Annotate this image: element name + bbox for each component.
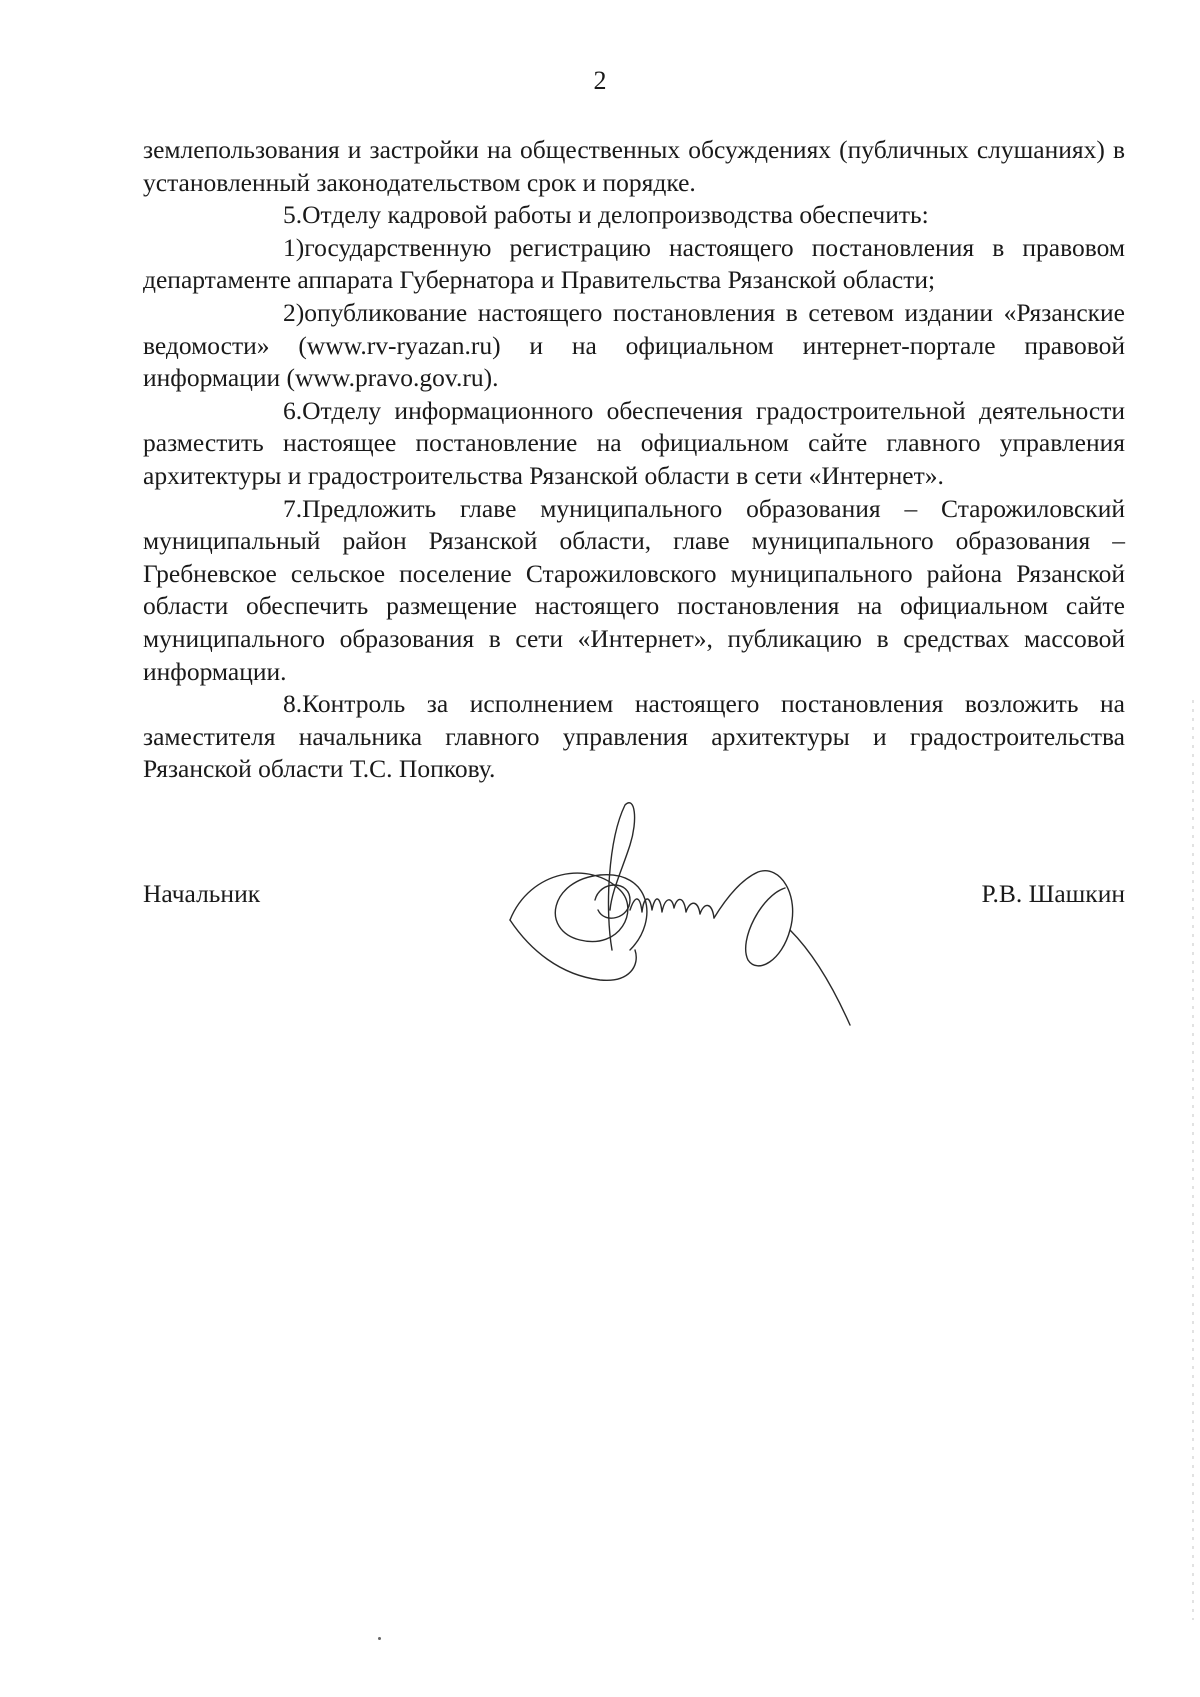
paragraph-text: Отделу информационного обеспечения градостроительной деятельности разместить настоящее постановление на официальном сайте главного управления архитектуры и градостроительства Рязанской области в сети «Интернет». [143,395,1125,490]
scan-edge-artifact [1192,700,1194,1620]
paragraph-number: 6. [283,395,303,425]
page-number: 2 [593,66,607,95]
paragraph-number: 2) [283,297,305,327]
paragraph-number: 1) [283,232,305,262]
paragraph-item-8 [143,688,1125,786]
paragraph-subitem-1 [143,232,1125,297]
scan-speck [378,1637,381,1640]
paragraph-item-7 [143,493,1125,689]
paragraph-item-6 [143,395,1125,493]
paragraph-text: Отделу кадровой работы и делопроизводства обеспечить: [302,200,929,230]
signatory-title: Начальник [143,879,261,908]
paragraph-number: 7. [283,493,303,523]
paragraph-text: Предложить главе муниципального образования – Старожиловский муниципальный район Рязанской области, главе муниципального образования – Гребневское сельское поселение Старожиловского муниципального района Рязанской области обеспечить размещение настоящего постановления на официальном сайте муниципального образования в сети «Интернет», публикацию в средствах массовой информации. [143,493,1125,686]
paragraph-text: Контроль за исполнением настоящего постановления возложить на заместителя начальника главного управления архитектуры и градостроительства Рязанской области Т.С. Попкову. [143,689,1125,784]
paragraph-number: 5. [283,200,303,230]
handwritten-signature [500,800,920,1030]
paragraph-number: 8. [283,689,303,719]
document-body [143,134,1125,786]
paragraph-text: государственную регистрацию настоящего постановления в правовом департаменте аппарата Губернатора и Правительства Рязанской области; [143,232,1125,295]
paragraph-text: землепользования и застройки на общественных обсуждениях (публичных слушаниях) в установленный законодательством срок и порядке. [143,135,1125,197]
signatory-name: Р.В. Шашкин [981,879,1125,908]
paragraph-subitem-2 [143,297,1125,395]
paragraph-text: опубликование настоящего постановления в сетевом издании «Рязанские ведомости» (www.rv-ryazan.ru) и на официальном интернет-портале правовой информации (www.pravo.gov.ru). [143,297,1125,393]
paragraph-item-5 [143,199,1125,232]
paragraph-continuation [143,134,1125,199]
